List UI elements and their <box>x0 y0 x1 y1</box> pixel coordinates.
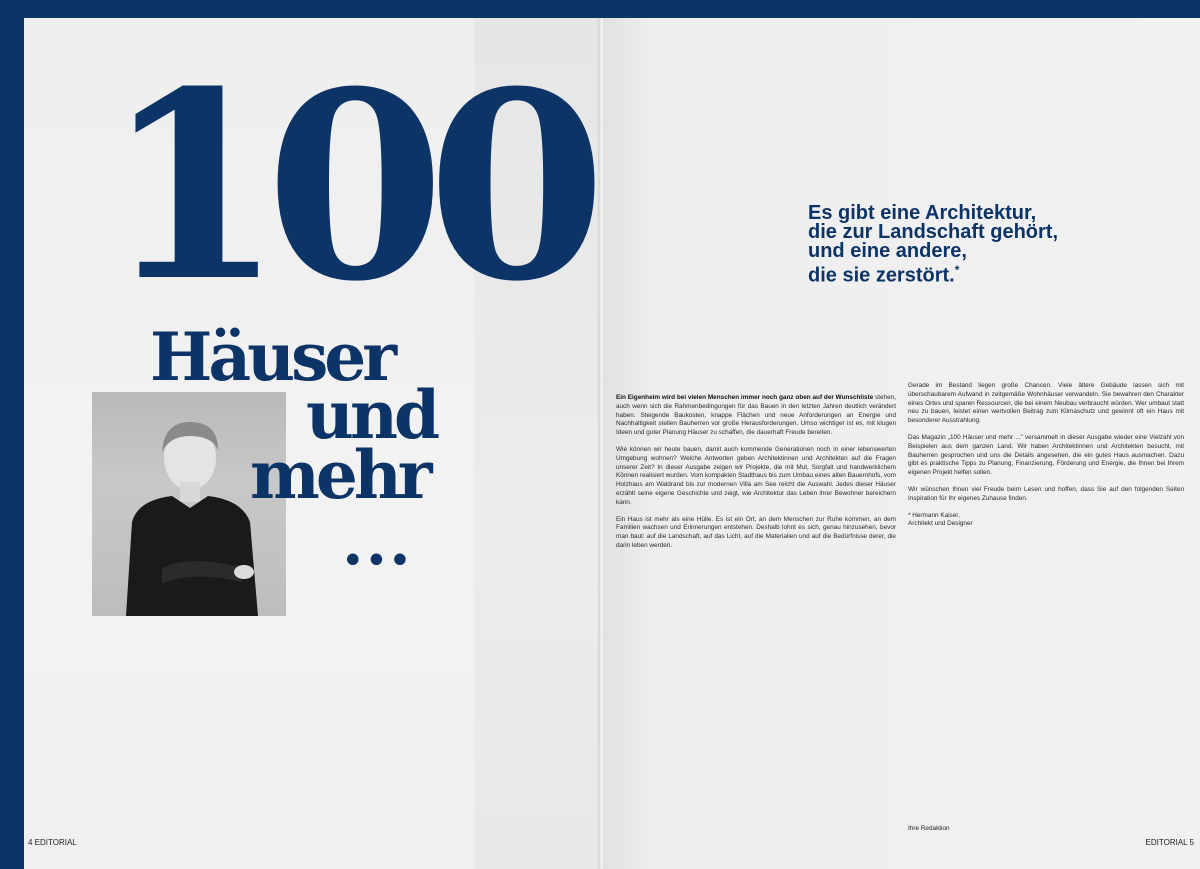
title-line-2: und <box>306 376 437 454</box>
pull-quote <box>808 204 1058 286</box>
left-page <box>24 18 600 869</box>
quote-line: Es gibt eine Architektur, <box>808 202 1037 224</box>
body-paragraph: Ein Haus ist mehr als eine Hülle. Es ist ein Ort, an dem Menschen zur Ruhe kommen, an dem Familien wachsen und Erinnerungen entstehen. Deshalb lohnt es sich, genau hinzusehen, bevor man baut: auf die Landschaft, auf das Licht, auf die Materialien und auf die Bedürfnisse derer, die darin leben werden. <box>616 515 896 549</box>
title-ellipsis: ... <box>342 506 413 579</box>
quote-line: die sie zerstört.* <box>808 263 960 287</box>
big-number: 100 <box>104 35 589 338</box>
body-paragraph: Gerade im Bestand liegen große Chancen. Viele ältere Gebäude lassen sich mit überschaubarem Aufwand in zeitgemäße Wohnhäuser verwandeln. Sie bewahren den Charakter eines Ortes und sparen Ressourcen, die bei einem Neubau verbraucht würden. Wer umbaut statt neu zu bauen, leistet einen wertvollen Beitrag zum Klimaschutz und gewinnt oft ein Haus mit besonderer Ausstrahlung. <box>908 382 1184 425</box>
quote-line: und eine andere, <box>808 240 967 262</box>
footnote: * Hermann Kaiser, Architekt und Designer <box>908 511 973 528</box>
right-page <box>604 18 1200 869</box>
right-page-footer: EDITORIAL 5 <box>1145 838 1194 847</box>
body-paragraph: Wie können wir heute bauen, damit auch kommende Generationen noch in einer lebenswerten Umgebung wohnen? Welche Antworten geben Architektinnen und Architekten auf die Fragen unserer Zeit? In dieser Ausgabe zeigen wir Projekte, die mit Mut, Sorgfalt und handwerklichem Können realisiert wurden. Vom kompakten Stadthaus bis zum Umbau eines alten Bauernhofs, vom Holzhaus am Waldrand bis zur modernen Villa am See reicht die Auswahl. Jedes dieser Häuser erzählt seine eigene Geschichte und zeigt, wie Architektur das Leben ihrer Bewohner bereichern kann. <box>616 445 896 506</box>
body-paragraph: Ein Eigenheim wird bei vielen Menschen immer noch ganz oben auf der Wunschliste stehen, auch wenn sich die Rahmenbedingungen für das Bauen in den letzten Jahren deutlich verändert haben. Steigende Baukosten, knappe Flächen und neue Anforderungen an Energie und Nachhaltigkeit stellen Bauherren vor große Herausforderungen. Umso wichtiger ist es, mit klugen Ideen und guter Planung Häuser zu schaffen, die dauerhaft Freude bereiten. <box>616 394 896 437</box>
signature: Ihre Redaktion <box>908 825 950 832</box>
quote-line: die zur Landschaft gehört, <box>808 221 1059 243</box>
lead-text: Ein Eigenheim wird bei vielen Menschen immer noch ganz oben auf der Wunschliste <box>616 394 874 401</box>
body-column-1 <box>616 394 896 559</box>
title-line-3: mehr <box>250 436 429 514</box>
title-line-1: Häuser <box>150 318 394 396</box>
left-page-footer: 4 EDITORIAL <box>28 838 77 847</box>
body-paragraph: Das Magazin „100 Häuser und mehr ..." versammelt in dieser Ausgabe wieder eine Vielzahl von Beispielen aus dem ganzen Land. Wir haben Architektinnen und Architekten besucht, mit Bauherren gesprochen und uns die Details angesehen, die ein gutes Haus ausmachen. Dazu gibt es praktische Tipps zu Planung, Finanzierung, Förderung und Energie, die Ihnen bei Ihrem eigenen Projekt helfen sollen. <box>908 433 1184 477</box>
body-column-2 <box>908 382 1184 537</box>
quote-footnote-mark: * <box>954 263 960 277</box>
body-paragraph: Wir wünschen Ihnen viel Freude beim Lesen und hoffen, dass Sie auf den folgenden Seiten Inspiration für Ihr eigenes Zuhause finden. <box>908 485 1184 502</box>
